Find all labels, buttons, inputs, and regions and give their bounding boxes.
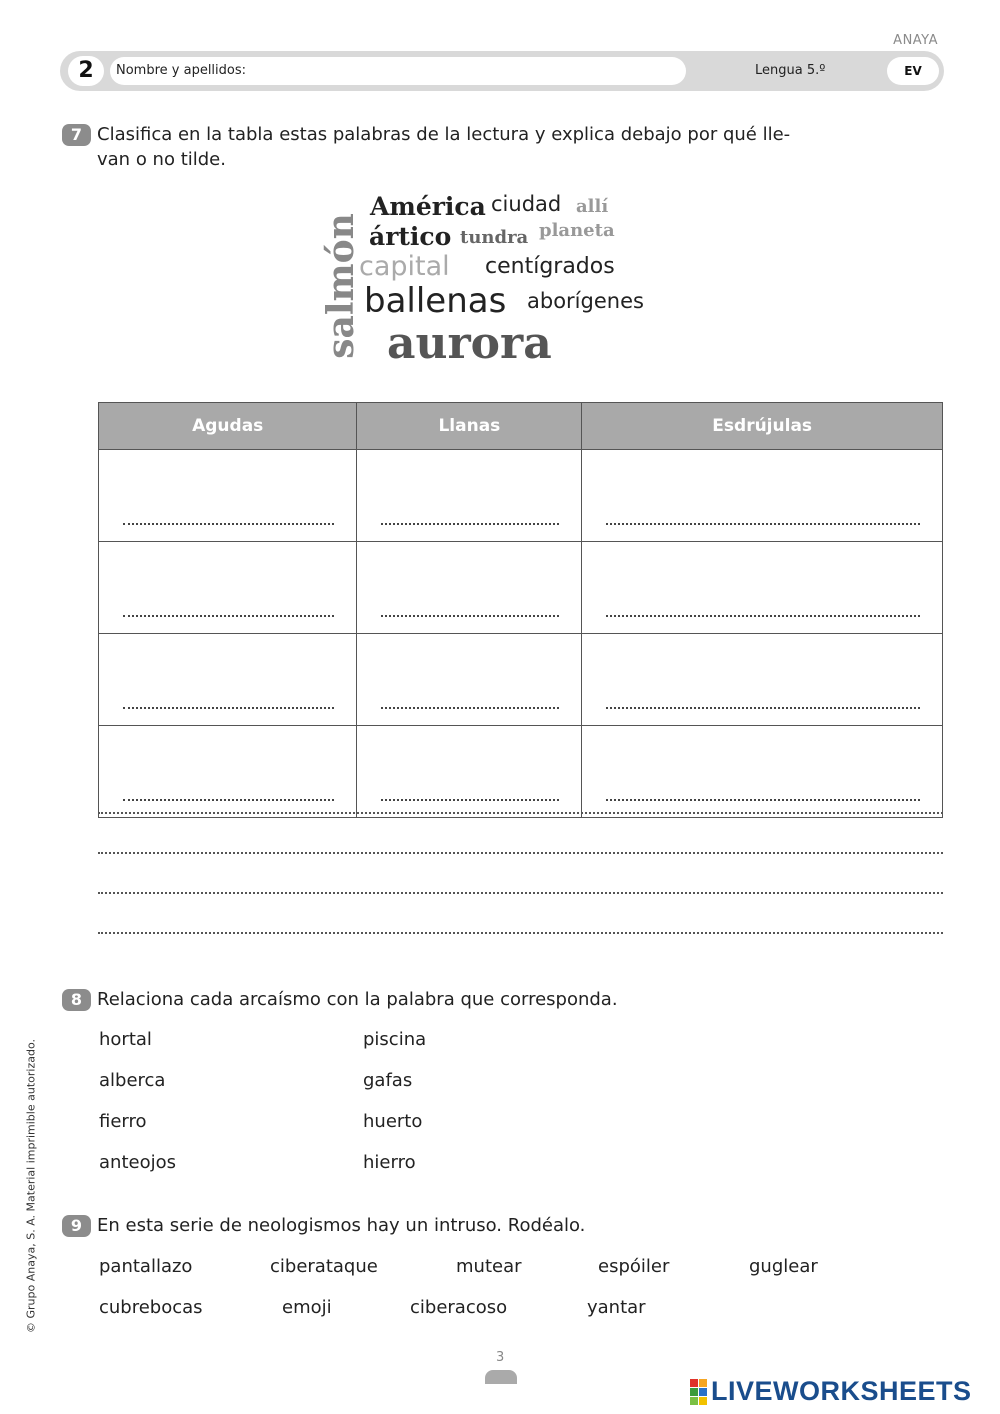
archaism-word[interactable]: alberca bbox=[99, 1070, 166, 1091]
logo-block bbox=[699, 1379, 707, 1387]
table-cell[interactable] bbox=[357, 634, 582, 726]
cloud-word: ballenas bbox=[364, 281, 507, 321]
answer-line bbox=[606, 705, 920, 709]
answer-line bbox=[381, 521, 559, 525]
question-8-number: 8 bbox=[62, 989, 91, 1011]
answer-line bbox=[606, 613, 920, 617]
archaism-word[interactable]: anteojos bbox=[99, 1152, 176, 1173]
answer-line bbox=[606, 521, 920, 525]
answer-line bbox=[123, 613, 334, 617]
column-header-esdrujulas: Esdrújulas bbox=[582, 403, 943, 450]
answer-line bbox=[381, 613, 559, 617]
cloud-word: capital bbox=[359, 251, 450, 282]
neologism-word[interactable]: guglear bbox=[749, 1256, 818, 1277]
answer-line bbox=[123, 521, 334, 525]
liveworksheets-icon bbox=[690, 1379, 707, 1405]
archaism-word[interactable]: fierro bbox=[99, 1111, 147, 1132]
neologism-word[interactable]: pantallazo bbox=[99, 1256, 193, 1277]
neologism-word[interactable]: yantar bbox=[587, 1297, 646, 1318]
cloud-word: salmón bbox=[320, 213, 362, 359]
page-tab bbox=[485, 1370, 517, 1384]
column-header-agudas: Agudas bbox=[99, 403, 357, 450]
table-cell[interactable] bbox=[582, 634, 943, 726]
question-7-line2: van o no tilde. bbox=[97, 149, 226, 170]
table-cell[interactable] bbox=[99, 634, 357, 726]
table-cell[interactable] bbox=[357, 450, 582, 542]
unit-number: 2 bbox=[68, 56, 104, 86]
neologism-word[interactable]: mutear bbox=[456, 1256, 522, 1277]
question-8-text: Relaciona cada arcaísmo con la palabra que corresponda. bbox=[97, 989, 618, 1010]
classification-table bbox=[98, 402, 943, 818]
modern-word[interactable]: piscina bbox=[363, 1029, 427, 1050]
explanation-line[interactable] bbox=[98, 932, 943, 934]
question-9-text: En esta serie de neologismos hay un intruso. Rodéalo. bbox=[97, 1215, 586, 1236]
cloud-word: planeta bbox=[539, 220, 615, 241]
table-cell[interactable] bbox=[99, 542, 357, 634]
level-label: Lengua 5.º bbox=[755, 63, 826, 78]
liveworksheets-logo[interactable] bbox=[690, 1376, 972, 1407]
table-cell[interactable] bbox=[582, 450, 943, 542]
logo-block bbox=[699, 1388, 707, 1396]
table-cell[interactable] bbox=[99, 450, 357, 542]
question-7-line1: Clasifica en la tabla estas palabras de la lectura y explica debajo por qué lle- bbox=[97, 124, 791, 145]
neologism-word[interactable]: espóiler bbox=[598, 1256, 670, 1277]
cloud-word: allí bbox=[576, 196, 609, 217]
cloud-word: aurora bbox=[387, 318, 552, 369]
neologism-word[interactable]: emoji bbox=[282, 1297, 332, 1318]
cloud-word: ártico bbox=[369, 222, 452, 251]
logo-block bbox=[690, 1397, 698, 1405]
copyright-notice: © Grupo Anaya, S. A. Material imprimible autorizado. bbox=[24, 1039, 38, 1333]
explanation-line[interactable] bbox=[98, 812, 943, 814]
cloud-word: centígrados bbox=[485, 254, 615, 279]
column-header-llanas: Llanas bbox=[357, 403, 582, 450]
cloud-word: tundra bbox=[460, 227, 529, 248]
answer-line bbox=[606, 797, 920, 801]
archaism-word[interactable]: hortal bbox=[99, 1029, 152, 1050]
liveworksheets-text: LIVEWORKSHEETS bbox=[711, 1376, 972, 1406]
neologism-word[interactable]: cubrebocas bbox=[99, 1297, 203, 1318]
table-cell[interactable] bbox=[357, 542, 582, 634]
explanation-line[interactable] bbox=[98, 892, 943, 894]
question-7-number: 7 bbox=[62, 124, 91, 146]
table-cell[interactable] bbox=[582, 726, 943, 818]
name-field[interactable]: Nombre y apellidos: bbox=[110, 57, 686, 85]
explanation-line[interactable] bbox=[98, 852, 943, 854]
ev-badge: EV bbox=[887, 57, 939, 85]
cloud-word: ciudad bbox=[491, 192, 562, 216]
table-cell[interactable] bbox=[582, 542, 943, 634]
answer-line bbox=[381, 797, 559, 801]
neologism-word[interactable]: ciberacoso bbox=[410, 1297, 508, 1318]
answer-line bbox=[381, 705, 559, 709]
table-cell[interactable] bbox=[357, 726, 582, 818]
modern-word[interactable]: hierro bbox=[363, 1152, 416, 1173]
logo-block bbox=[699, 1397, 707, 1405]
logo-block bbox=[690, 1388, 698, 1396]
answer-line bbox=[123, 797, 334, 801]
answer-line bbox=[123, 705, 334, 709]
modern-word[interactable]: gafas bbox=[363, 1070, 413, 1091]
cloud-word: América bbox=[370, 192, 486, 221]
cloud-word: aborígenes bbox=[527, 289, 644, 313]
logo-block bbox=[690, 1379, 698, 1387]
question-9-number: 9 bbox=[62, 1215, 91, 1237]
page-number: 3 bbox=[496, 1350, 505, 1365]
table-cell[interactable] bbox=[99, 726, 357, 818]
neologism-word[interactable]: ciberataque bbox=[270, 1256, 378, 1277]
modern-word[interactable]: huerto bbox=[363, 1111, 423, 1132]
publisher-logo: ANAYA bbox=[893, 33, 938, 48]
